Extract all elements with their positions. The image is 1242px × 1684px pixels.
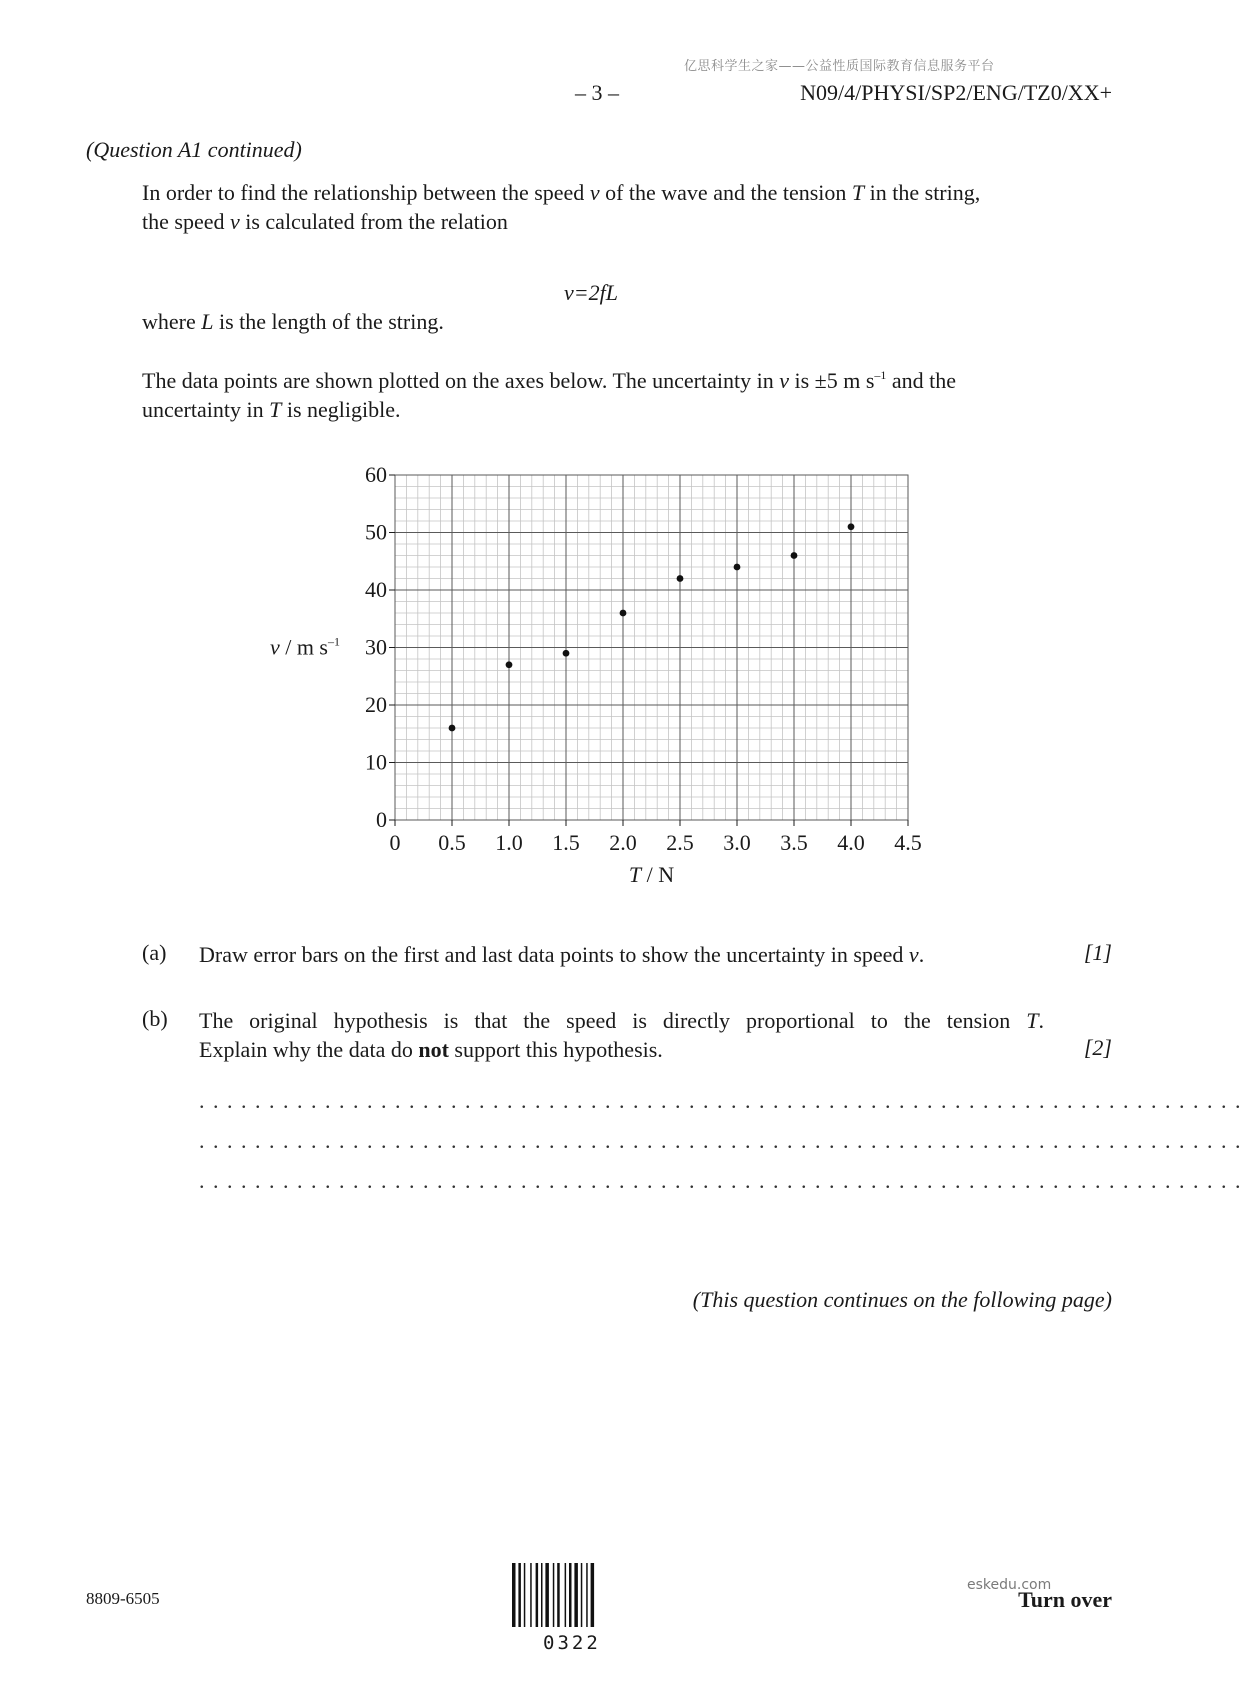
barcode-image: [512, 1563, 644, 1627]
paper-code: 8809-6505: [86, 1589, 160, 1608]
barcode-bar: [536, 1563, 539, 1627]
x-tick-label: 1.5: [552, 830, 580, 855]
barcode-bar: [569, 1563, 572, 1627]
x-tick-label: 4.0: [837, 830, 865, 855]
barcode-bar: [581, 1563, 583, 1627]
barcode-bar: [530, 1563, 532, 1627]
barcode-bar: [591, 1563, 595, 1627]
barcode-bar: [565, 1563, 567, 1627]
data-point: [620, 610, 627, 617]
question-a-marks: [1]: [1083, 940, 1112, 965]
x-tick-label: 4.5: [894, 830, 922, 855]
data-point: [734, 564, 741, 571]
data-paragraph: The data points are shown plotted on the axes below. The uncertainty in v is ±5 m $s^{-1}$ and the uncertainty in T is negligible.: [142, 368, 957, 422]
y-tick-label: 60: [365, 462, 387, 487]
where-line: where L is the length of the string.: [142, 309, 444, 334]
answer-line[interactable]: . . . . . . . . . . . . . . . . . . . . . . . . . . . . . . . . . . . . . . . . . . . . . . . . . . . . . . . . . . . . . . . . . . . . . . . . . . .: [199, 1088, 1242, 1113]
x-tick-label: 0.5: [438, 830, 466, 855]
header-watermark: 亿思科学生之家——公益性质国际教育信息服务平台: [684, 59, 995, 74]
data-point: [449, 725, 456, 732]
barcode-bar: [545, 1563, 549, 1627]
question-continued-label: (Question A1 continued): [86, 137, 302, 162]
x-tick-label: 2.5: [666, 830, 694, 855]
data-point: [677, 575, 684, 582]
barcode-bar: [512, 1563, 516, 1627]
data-point: [848, 523, 855, 530]
equation: v=2fL: [564, 280, 618, 305]
y-tick-label: 50: [365, 519, 387, 545]
y-axis-label: v / m $s^{-1}$: [269, 634, 340, 660]
y-tick-label: 0: [376, 807, 387, 832]
y-tick-label: 20: [365, 692, 387, 717]
x-tick-label: 1.0: [495, 830, 523, 855]
barcode-bar: [524, 1563, 526, 1627]
paper-reference: N09/4/PHYSI/SP2/ENG/TZ0/XX+: [800, 80, 1112, 105]
footer-watermark: eskedu.com: [967, 1577, 1052, 1593]
grid-major: [395, 475, 908, 820]
data-point: [791, 552, 798, 559]
data-point: [506, 661, 513, 668]
y-tick-label: 40: [365, 577, 387, 602]
axis-ticks: [389, 475, 908, 826]
x-tick-label: 2.0: [609, 830, 637, 855]
barcode-bar: [586, 1563, 588, 1627]
question-a-text: Draw error bars on the first and last data points to show the uncertainty in speed v.: [199, 942, 925, 967]
barcode-bar: [574, 1563, 578, 1627]
question-b-letter: (b): [142, 1006, 168, 1031]
y-tick-label: 10: [365, 749, 387, 775]
question-a-letter: (a): [142, 940, 167, 965]
page-number: – 3 –: [575, 80, 619, 105]
speed-tension-chart: [240, 455, 940, 895]
continues-note: (This question continues on the following page): [692, 1287, 1112, 1312]
barcode-bar: [553, 1563, 555, 1627]
data-point: [563, 650, 570, 657]
intro-paragraph: In order to find the relationship between the speed v of the wave and the tension T in the string, the speed v is calculated from the relation: [142, 180, 981, 234]
barcode-bar: [541, 1563, 543, 1627]
question-b-text: The original hypothesis is that the speed is directly proportional to the tension T. Explain why the data do not support this hypothesis.: [199, 1008, 1044, 1062]
barcode-bar: [518, 1563, 521, 1627]
y-tick-label: 30: [365, 634, 387, 660]
barcode-bar: [557, 1563, 560, 1627]
turn-over-label: Turn over: [1018, 1587, 1112, 1612]
x-tick-label: 0: [389, 830, 401, 855]
answer-line[interactable]: . . . . . . . . . . . . . . . . . . . . . . . . . . . . . . . . . . . . . . . . . . . . . . . . . . . . . . . . . . . . . . . . . . . . . . . . . . .: [199, 1128, 1242, 1153]
answer-line[interactable]: . . . . . . . . . . . . . . . . . . . . . . . . . . . . . . . . . . . . . . . . . . . . . . . . . . . . . . . . . . . . . . . . . . . . . . . . . . .: [199, 1168, 1242, 1193]
x-axis-label: T / N: [628, 862, 675, 887]
barcode-number: 0322: [543, 1632, 601, 1654]
x-tick-label: 3.5: [780, 830, 808, 855]
x-tick-label: 3.0: [723, 830, 751, 855]
question-b-marks: [2]: [1083, 1035, 1112, 1060]
